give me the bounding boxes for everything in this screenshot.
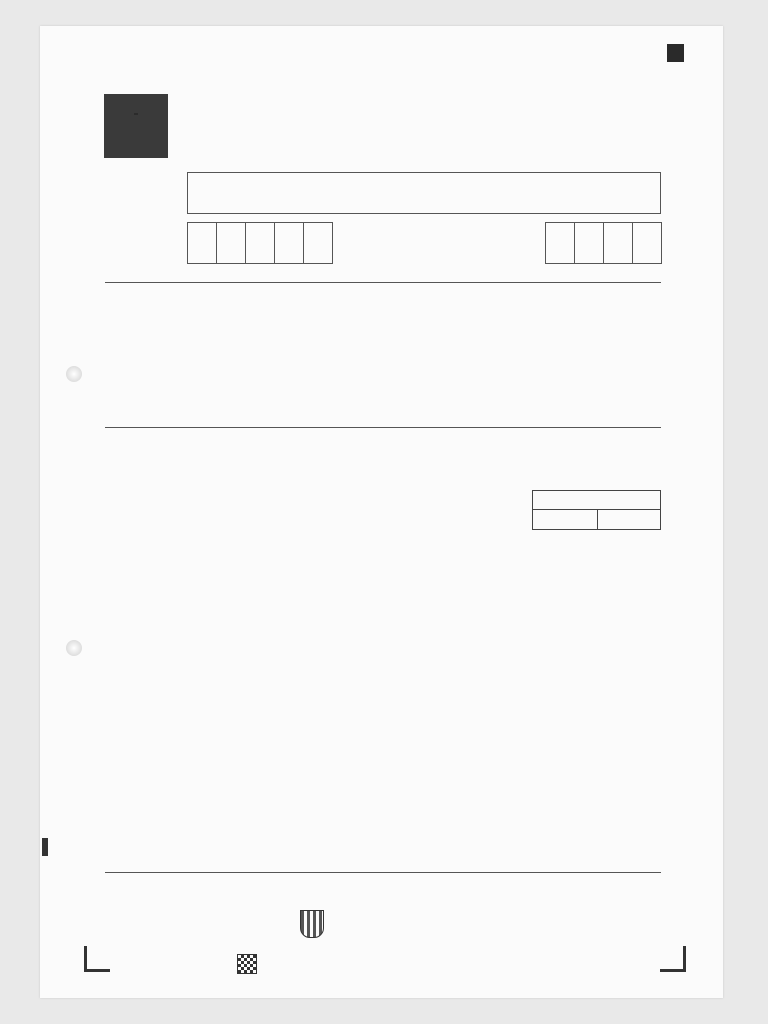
qr-code [237, 954, 257, 974]
total-mark-cell[interactable] [598, 510, 661, 530]
hole-punch [66, 366, 82, 382]
examiner-table-heading [533, 491, 661, 510]
centre-number-field[interactable] [187, 222, 333, 264]
corner-mark [84, 969, 110, 972]
divider [105, 427, 661, 428]
divider [105, 282, 661, 283]
divider [105, 872, 661, 873]
edge-mark [42, 838, 48, 856]
corner-mark [660, 969, 686, 972]
examiner-use-table [532, 490, 661, 530]
candidate-name-field[interactable] [187, 172, 661, 214]
logo-line-3 [134, 113, 138, 115]
registration-mark [667, 44, 684, 62]
hole-punch [66, 640, 82, 656]
cambridge-primary-logo [104, 94, 168, 158]
candidate-number-field[interactable] [545, 222, 662, 264]
side-barcode [72, 274, 94, 410]
total-label [533, 510, 598, 530]
university-crest-icon [300, 910, 324, 938]
top-barcode [84, 46, 230, 78]
